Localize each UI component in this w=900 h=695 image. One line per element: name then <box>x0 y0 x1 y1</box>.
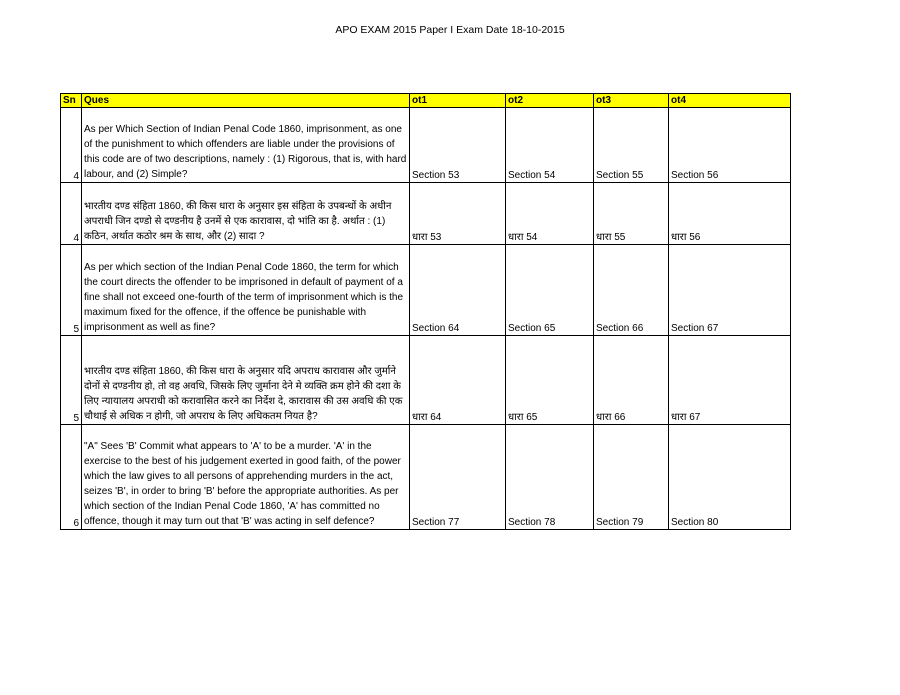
row-question: As per Which Section of Indian Penal Code 1860, imprisonment, as one of the punishment to which offenders are liable under the provisions of this code are of two descriptions, namely : (1) Rigorous, that is, with hard labour, and (2) Simple? <box>82 108 410 183</box>
row-option-2: धारा 65 <box>506 336 594 425</box>
table-row <box>61 245 791 336</box>
row-option-3: Section 66 <box>594 245 669 336</box>
page-title: APO EXAM 2015 Paper I Exam Date 18-10-2015 <box>335 24 565 36</box>
row-option-3: Section 55 <box>594 108 669 183</box>
header-ques: Ques <box>82 94 410 108</box>
header-sn: Sn <box>61 94 82 108</box>
row-option-3: धारा 55 <box>594 183 669 245</box>
row-option-4: Section 80 <box>669 425 791 530</box>
table-row <box>61 183 791 245</box>
table-row <box>61 108 791 183</box>
row-question: भारतीय दण्ड संहिता 1860, की किस धारा के अनुसार इस संहिता के उपबन्धों के अधीन अपराधी जिन दण्डो से दण्डनीय है उनमें से एक कारावास, दो भांति का है. अर्थात : (1) कठिन, अर्थात कठोर श्रम के साथ, और (2) सादा ? <box>82 183 410 245</box>
row-option-4: Section 67 <box>669 245 791 336</box>
row-option-2: धारा 54 <box>506 183 594 245</box>
header-ot1: ot1 <box>410 94 506 108</box>
row-option-3: Section 79 <box>594 425 669 530</box>
row-sn: 5 <box>61 336 82 425</box>
row-sn: 4 <box>61 183 82 245</box>
row-option-2: Section 54 <box>506 108 594 183</box>
questions-table <box>60 93 791 530</box>
header-ot4: ot4 <box>669 94 791 108</box>
header-row <box>61 94 791 108</box>
header-ot3: ot3 <box>594 94 669 108</box>
table-row <box>61 336 791 425</box>
row-option-1: Section 53 <box>410 108 506 183</box>
row-option-1: धारा 64 <box>410 336 506 425</box>
row-sn: 4 <box>61 108 82 183</box>
row-option-4: धारा 67 <box>669 336 791 425</box>
row-question: As per which section of the Indian Penal Code 1860, the term for which the court directs the offender to be imprisoned in default of payment of a fine shall not exceed one-fourth of the term of imprisonment which is the maximum fixed for the offence, if the offence be punishable with imprisonment as well as fine? <box>82 245 410 336</box>
row-option-1: Section 77 <box>410 425 506 530</box>
row-option-2: Section 78 <box>506 425 594 530</box>
row-option-4: Section 56 <box>669 108 791 183</box>
row-option-2: Section 65 <box>506 245 594 336</box>
table-row <box>61 425 791 530</box>
row-option-1: धारा 53 <box>410 183 506 245</box>
row-option-1: Section 64 <box>410 245 506 336</box>
header-ot2: ot2 <box>506 94 594 108</box>
row-question: "A" Sees 'B' Commit what appears to 'A' to be a murder. 'A' in the exercise to the best of his judgement exerted in good faith, of the power which the law gives to all persons of apprehending murders in the act, seizes 'B', in order to bring 'B' before the appropriate authorities. As per which section of the Indian Penal Code 1860, 'A' has committed no offence, though it may turn out that 'B' was acting in self defence? <box>82 425 410 530</box>
row-sn: 5 <box>61 245 82 336</box>
row-question: भारतीय दण्ड संहिता 1860, की किस धारा के अनुसार यदि अपराध कारावास और जुर्माने दोनों से दण्डनीय हो, तो वह अवधि, जिसके लिए जुर्माना देने मे व्यक्ति क्रम होने की दशा के लिए न्यायालय अपराधी को करावासित करने का निर्देश दे, कारावास की उस अवधि की एक चौथाई से अधिक न होगी, जो अपराध के लिए अधिकतम नियत है? <box>82 336 410 425</box>
row-option-3: धारा 66 <box>594 336 669 425</box>
row-sn: 6 <box>61 425 82 530</box>
row-option-4: धारा 56 <box>669 183 791 245</box>
